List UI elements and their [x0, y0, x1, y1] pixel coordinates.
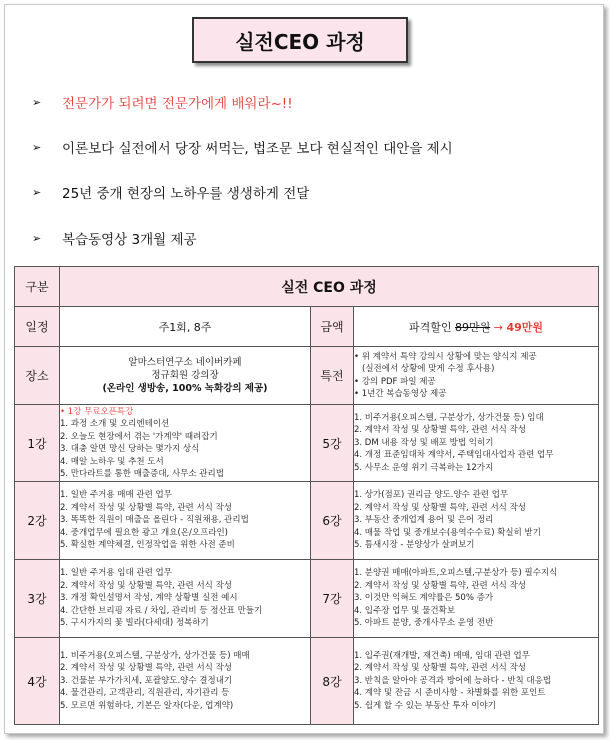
lesson-list [354, 405, 599, 482]
place-line: 알마스터연구소 네이버카페 [128, 357, 242, 368]
page-title: 실전CEO 과정 [192, 17, 408, 63]
price-value [354, 307, 599, 347]
lesson-item: 4. 물건관리, 고객관리, 직원관리, 자기관리 등 [60, 688, 230, 699]
lesson-label: 5강 [311, 405, 354, 482]
arrow-icon: ➢ [32, 231, 42, 245]
lesson-row [15, 482, 599, 560]
lesson-item: 2. 계약서 작성 및 상황별 특약, 관련 서식 작성 [354, 580, 527, 591]
lesson-item: 3. 부동산 중개업계 용어 및 은어 정리 [354, 515, 494, 526]
benefit-list [354, 347, 599, 405]
benefit-item: • 1년간 복습동영상 제공 [354, 389, 447, 399]
lesson-row [15, 405, 599, 482]
lesson-item: 1. 과정 소개 및 오리엔테이션 [60, 419, 170, 429]
place-row [15, 347, 599, 405]
lesson-item: 2. 계약서 작성 및 상황별 특약, 관련 서식 작성 [354, 663, 527, 674]
lesson-list [60, 482, 311, 560]
place-value [60, 347, 311, 405]
bullet-text: 이론보다 실전에서 당장 써먹는, 법조문 보다 현실적인 대안을 제시 [62, 141, 453, 157]
lesson-item: 5. 사무소 운영 위기 극복하는 12가지 [354, 462, 494, 473]
lesson-item: 5. 모르면 위험하다, 기본은 알자(다운, 업계약) [60, 700, 234, 711]
lesson-item: 2. 계약서 작성 및 상황별 특약, 관련 서식 작성 [60, 502, 233, 513]
arrow-icon: ➢ [32, 140, 42, 154]
lesson-item: 1. 일반 주거용 임대 관련 업무 [60, 568, 172, 579]
lesson-item: 4. 매알 노하우 및 추천 도서 [60, 456, 164, 467]
lesson-item: 4. 입주장 업무 및 물건확보 [354, 605, 456, 616]
lesson-item: 4. 중개업무에 필요한 광고 개요(온/오프라인) [60, 527, 229, 538]
header-title: 실전 CEO 과정 [60, 267, 599, 307]
lesson-label: 7강 [311, 560, 354, 638]
lesson-item: 5. 쉽게 할 수 있는 부동산 투자 이야기 [354, 700, 496, 711]
lesson-list [60, 405, 311, 482]
lesson-item: 1. 입주권(재개발, 재건축) 매매, 임대 관련 업무 [354, 650, 530, 661]
lesson-item: 2. 계약서 작성 및 상황별 특약, 관련 서식 작성 [60, 580, 233, 591]
arrow-icon: ➢ [32, 95, 42, 109]
lesson-item: 1. 상가(점포) 권리금 양도.양수 관련 업무 [354, 490, 509, 501]
lesson-item: 2. 계약서 작성 및 상황별 특약, 관련 서식 작성 [354, 502, 527, 513]
lesson-item: 3. 반칙을 알아야 공격과 방어에 능하다 - 반칙 대응법 [354, 675, 552, 686]
lesson-item: 1. 일반 주거용 매매 관련 업무 [60, 490, 172, 501]
lesson-item: 1. 분양권 매매(아파트,오피스텔,구분상가 등) 필수지식 [354, 568, 558, 579]
bullet-text: 25년 중개 현장의 노하우를 생생하게 전달 [62, 186, 310, 202]
benefit-item: (실전에서 상황에 맞게 수정 후사용) [362, 364, 495, 374]
lesson-item: 5. 만다라트를 통한 매출증대, 사무소 관리법 [60, 469, 224, 479]
lesson-item: 2. 계약서 작성 및 상황별 특약, 관련 서식 작성 [60, 663, 233, 674]
place-line: (온라인 생방송, 100% 녹화강의 제공) [102, 383, 268, 394]
bullet-text: 복습동영상 3개월 제공 [62, 232, 197, 248]
lesson-item: 1. 비주거용(오피스텔, 구분상가, 상가건물 등) 임대 [354, 412, 544, 423]
place-line: 정규회원 강의장 [151, 370, 219, 381]
lesson-item: 4. 간단한 브리핑 자료 / 차입, 관리비 등 정산표 만들기 [60, 605, 263, 616]
schedule-label: 일정 [15, 307, 60, 347]
lesson-item: 3. 대충 알면 망신 당하는 몇가지 상식 [60, 444, 200, 454]
lesson-list [60, 638, 311, 725]
lesson-item: 5. 확실한 계약체결, 인정작업을 위한 사전 준비 [60, 540, 235, 551]
lesson-item: 5. 아파트 분양, 중개사무소 운영 전반 [354, 618, 494, 629]
place-label: 장소 [15, 347, 60, 405]
lesson-label: 3강 [15, 560, 60, 638]
lesson-label: 8강 [311, 638, 354, 725]
price-label: 금액 [311, 307, 354, 347]
price-old: 89만원 [455, 320, 491, 334]
schedule-value: 주1회, 8주 [60, 307, 311, 347]
lesson-item: 3. 건물분 부가가치세, 포괄양도.양수 결정내기 [60, 675, 233, 686]
bullet-item [32, 228, 197, 248]
price-new: 49만원 [506, 320, 544, 334]
lesson-item: 3. 똑똑한 직원이 매출을 올린다 - 직원채용, 관리법 [60, 515, 249, 526]
lesson-item: 1. 비주거용(오피스텔, 구분상가, 상가건물 등) 매매 [60, 650, 250, 661]
benefit-item: • 위 계약서 특약 강의시 상황에 맞는 양식지 제공 [354, 351, 537, 362]
lesson-list [354, 638, 599, 725]
arrow-icon: ➢ [32, 185, 42, 199]
lesson-item: 2. 오늘도 현장에서 겪는 '가계약' 때려잡기 [60, 431, 218, 442]
schedule-row [15, 307, 599, 347]
bullet-item [32, 182, 309, 202]
bullet-item [32, 137, 453, 157]
benefit-item: • 강의 PDF 파일 제공 [354, 376, 436, 387]
lesson-item: 4. 개정 표준임대차 계약서, 주택임대사업자 관련 업무 [354, 450, 554, 461]
table-header-row [15, 267, 599, 307]
lesson-item: 5. 구시가지의 꽃 빌라(다세대) 정복하기 [60, 618, 209, 629]
lesson-label: 1강 [15, 405, 60, 482]
price-arrow: → [493, 320, 503, 334]
lesson-item: 3. 이것만 익혀도 계약률은 50% 증가 [354, 593, 494, 604]
lesson-item: 2. 계약서 작성 및 상황별 특약, 관련 서식 작성 [354, 425, 527, 436]
price-prefix: 파격할인 [408, 320, 452, 334]
lesson-label: 6강 [311, 482, 354, 560]
bullet-item [32, 92, 293, 112]
lesson-label: 4강 [15, 638, 60, 725]
lesson-list [354, 482, 599, 560]
lesson-item: 4. 매물 작업 및 중개보수(용역수수료) 확실히 받기 [354, 527, 541, 538]
lesson-item: 3. 개정 확인설명서 작성, 계약 상황별 실전 예시 [60, 593, 238, 604]
header-label: 구분 [15, 267, 60, 307]
lesson-item: 5. 틈새시장 - 분양상가 살펴보기 [354, 540, 475, 551]
course-table [14, 266, 599, 725]
lesson-row [15, 638, 599, 725]
lesson-item: 3. DM 내용 작성 및 배포 방법 익히기 [354, 437, 494, 448]
lesson-label: 2강 [15, 482, 60, 560]
lesson-list [354, 560, 599, 638]
benefit-label: 특전 [311, 347, 354, 405]
bullet-text: 전문가가 되려면 전문가에게 배워라~!! [62, 96, 293, 112]
lesson-list [60, 560, 311, 638]
lesson-special: • 1강 무료오픈특강 [60, 406, 134, 417]
lesson-row [15, 560, 599, 638]
lesson-item: 4. 계약 및 잔금 시 준비사항 - 차별화를 위한 포인트 [354, 688, 546, 699]
